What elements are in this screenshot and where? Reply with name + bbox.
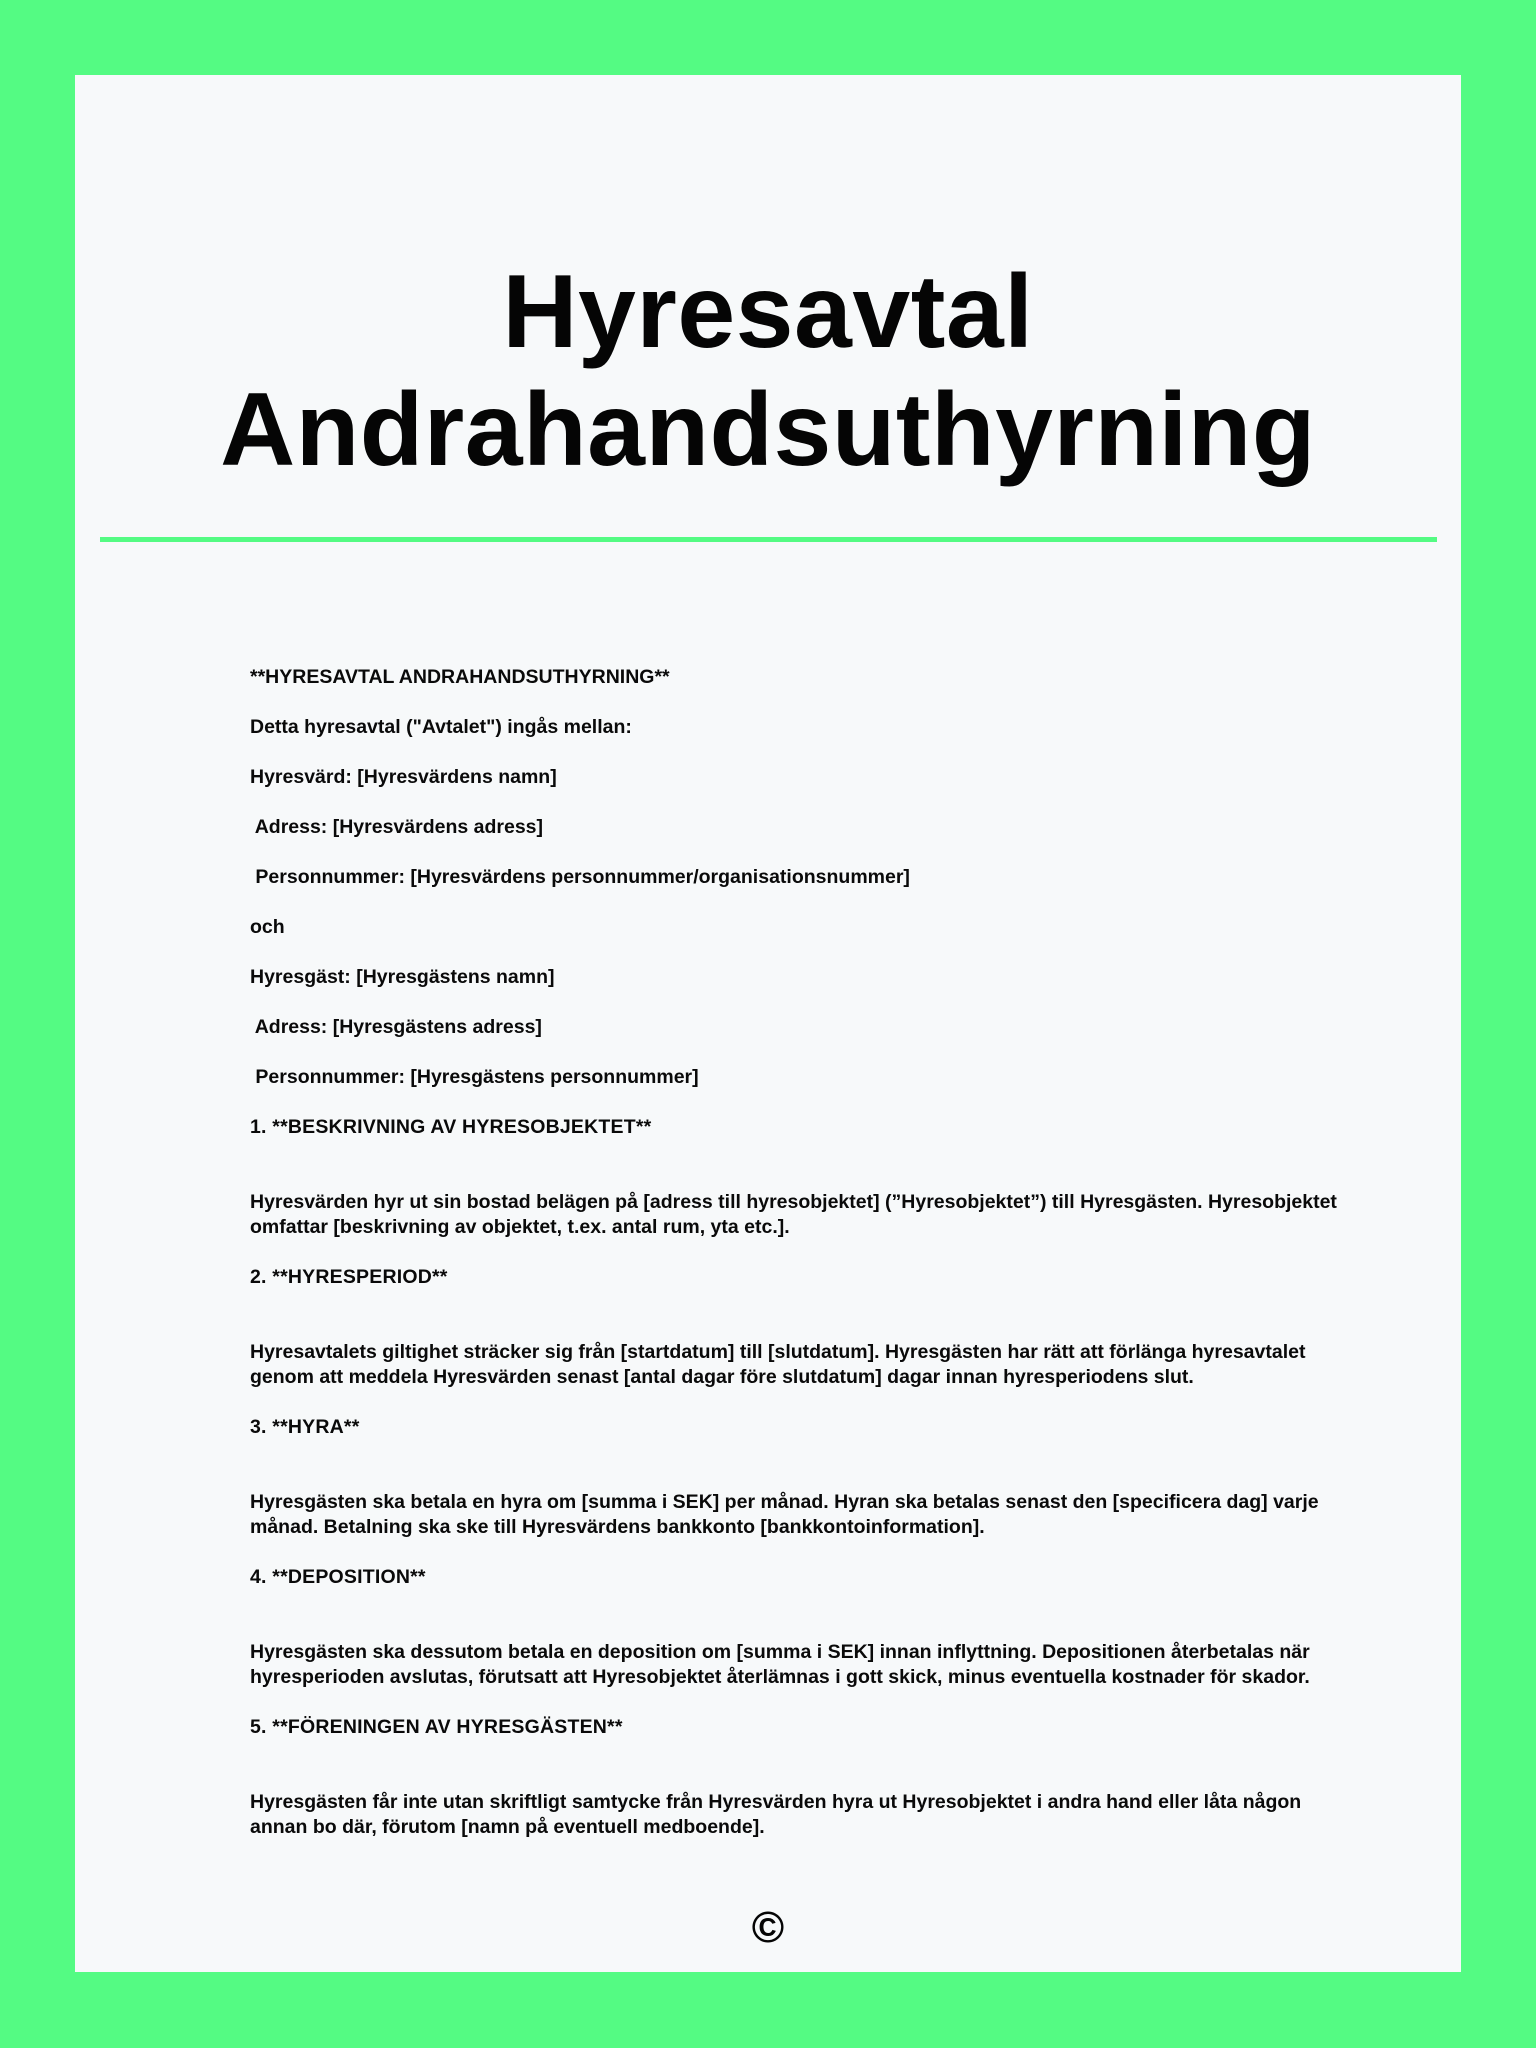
tenant-name: Hyresgäst: [Hyresgästens namn] <box>250 966 555 988</box>
section-text-3: Hyresgästen ska betala en hyra om [summa i SEK] per månad. Hyran ska betalas senast den [specificera dag] varje månad. Betalning ska ske till Hyresvärdens bankkonto [bankkontoinformation]. <box>250 1491 1319 1538</box>
intro-text: Detta hyresavtal ("Avtalet") ingås mellan: <box>250 716 632 738</box>
body-header: **HYRESAVTAL ANDRAHANDSUTHYRNING** <box>250 666 670 688</box>
section-text-4: Hyresgästen ska dessutom betala en deposition om [summa i SEK] innan inflyttning. Depositionen återbetalas när hyresperioden avslutas, förutsatt att Hyresobjektet återlämnas i gott skick, minus eventuella kostnader för skador. <box>250 1641 1310 1688</box>
document-page <box>75 75 1461 1972</box>
landlord-address: Adress: [Hyresvärdens adress] <box>250 816 544 838</box>
section-text-2: Hyresavtalets giltighet sträcker sig från [startdatum] till [slutdatum]. Hyresgästen har rätt att förlänga hyresavtalet genom att meddela Hyresvärden senast [antal dagar före slutdatum] dagar innan hyresperiodens slut. <box>250 1341 1306 1388</box>
conjunction-text: och <box>250 916 285 938</box>
section-heading-1: 1. **BESKRIVNING AV HYRESOBJEKTET** <box>250 1116 652 1138</box>
section-text-5: Hyresgästen får inte utan skriftligt samtycke från Hyresvärden hyra ut Hyresobjektet i andra hand eller låta någon annan bo där, förutom [namn på eventuell medboende]. <box>250 1791 1302 1838</box>
tenant-id: Personnummer: [Hyresgästens personnummer] <box>250 1066 699 1088</box>
document-body <box>250 665 1360 1840</box>
section-heading-5: 5. **FÖRENINGEN AV HYRESGÄSTEN** <box>250 1716 623 1738</box>
title-line-1: Hyresavtal <box>502 254 1034 370</box>
title-divider <box>100 537 1437 542</box>
landlord-id: Personnummer: [Hyresvärdens personnummer/organisationsnummer] <box>250 866 910 888</box>
title-line-2: Andrahandsuthyrning <box>220 372 1316 488</box>
copyright-symbol: © <box>751 1903 785 1952</box>
section-heading-4: 4. **DEPOSITION** <box>250 1566 426 1588</box>
landlord-name: Hyresvärd: [Hyresvärdens namn] <box>250 766 557 788</box>
section-text-1: Hyresvärden hyr ut sin bostad belägen på [adress till hyresobjektet] (”Hyresobjektet”) till Hyresgästen. Hyresobjektet omfattar [beskrivning av objektet, t.ex. antal rum, yta etc.]. <box>250 1191 1337 1238</box>
section-heading-2: 2. **HYRESPERIOD** <box>250 1266 448 1288</box>
section-heading-3: 3. **HYRA** <box>250 1416 360 1438</box>
document-title <box>75 253 1461 489</box>
tenant-address: Adress: [Hyresgästens adress] <box>250 1016 542 1038</box>
